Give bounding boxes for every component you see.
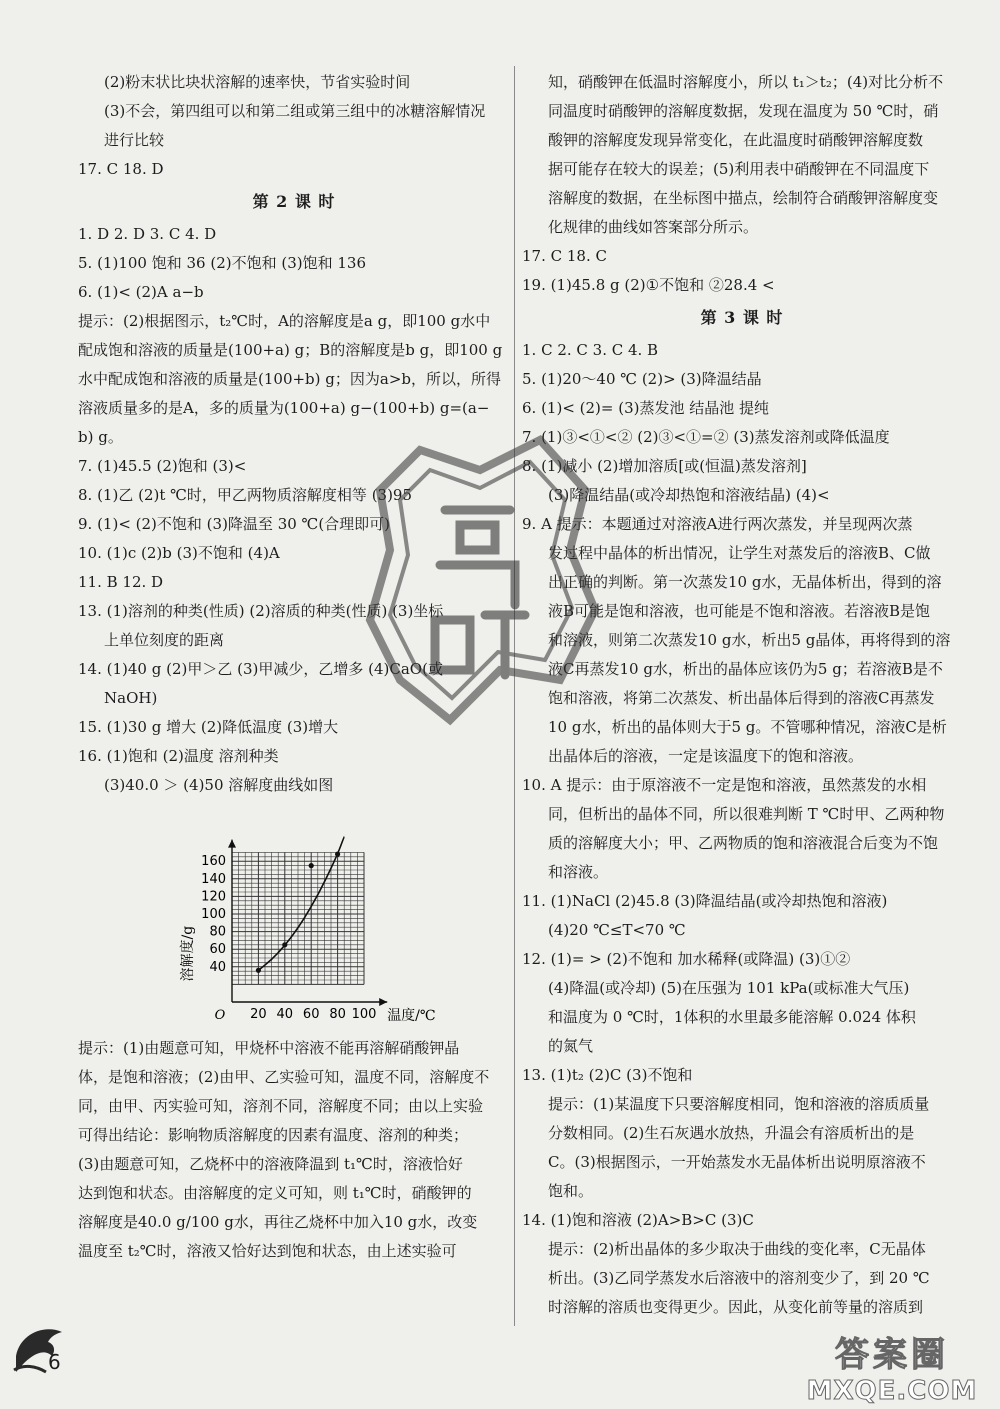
text-line: 同，由甲、丙实验可知，溶剂不同，溶解度不同；由以上实验 <box>78 1097 484 1115</box>
y-tick-label: 100 <box>201 907 226 922</box>
text-line: 9. A 提示：本题通过对溶液A进行两次蒸发，并呈现两次蒸 <box>522 515 913 533</box>
text-line: 提示：(1)由题意可知，甲烧杯中溶液不能再溶解硝酸钾晶 <box>78 1039 460 1057</box>
text-line: 17. C 18. C <box>522 247 607 265</box>
section-heading: 第 3 课 时 <box>700 308 784 327</box>
x-axis-label: 温度/℃ <box>387 1008 436 1024</box>
text-line: 进行比较 <box>104 131 165 149</box>
data-point <box>282 942 287 947</box>
text-line: (3)由题意可知，乙烧杯中的溶液降温到 t₁℃时，溶液恰好 <box>78 1155 463 1173</box>
text-line: 11. B 12. D <box>78 573 164 591</box>
text-line: 提示：(1)某温度下只要溶解度相同，饱和溶液的溶质质量 <box>548 1095 930 1113</box>
text-line: 和溶液。 <box>548 863 609 881</box>
text-line: 16. (1)饱和 (2)温度 溶剂种类 <box>78 747 279 765</box>
text-line: 和温度为 0 ℃时，1体积的水里最多能溶解 0.024 体积 <box>548 1008 916 1026</box>
text-line: 6. (1)< (2)= (3)蒸发池 结晶池 提纯 <box>522 399 770 417</box>
text-line: 发过程中晶体的析出情况，让学生对蒸发后的溶液B、C做 <box>548 544 931 562</box>
text-line: 和溶液，则第二次蒸发10 g水，析出5 g晶体，再将得到的溶 <box>548 631 951 649</box>
text-line: 的氮气 <box>548 1037 594 1055</box>
text-line: 10 g水，析出的晶体则大于5 g。不管哪种情况，溶液C是析 <box>548 718 947 736</box>
right-lines <box>522 68 962 1322</box>
solubility-chart <box>82 802 436 1032</box>
text-line: 可得出结论：影响物质溶解度的因素有温度、溶剂的种类； <box>78 1126 469 1144</box>
text-line: 提示：(2)析出晶体的多少取决于曲线的变化率，C无晶体 <box>548 1240 926 1258</box>
watermark-bottom-text: MXQE.COM <box>806 1376 978 1406</box>
left-hint-lines <box>78 1034 510 1266</box>
text-line: 饱和溶液，将第二次蒸发、析出晶体后得到的溶液C再蒸发 <box>548 689 935 707</box>
text-line: 11. (1)NaCl (2)45.8 (3)降温结晶(或冷却热饱和溶液) <box>522 892 888 910</box>
y-tick-label: 160 <box>201 854 226 870</box>
data-point <box>309 863 314 868</box>
text-line: 达到饱和状态。由溶解度的定义可知，则 t₁℃时，硝酸钾的 <box>78 1184 472 1202</box>
text-line: 时溶解的溶质也变得更少。因此，从变化前等量的溶质到 <box>548 1298 924 1316</box>
x-tick-label: 60 <box>302 1007 320 1022</box>
text-line: 8. (1)减小 (2)增加溶质[或(恒温)蒸发溶剂] <box>522 457 807 475</box>
data-point <box>256 968 261 973</box>
text-line: 17. C 18. D <box>78 160 164 178</box>
text-line: 出晶体后的溶液，一定是该温度下的饱和溶液。 <box>548 747 864 765</box>
text-line: 知，硝酸钾在低温时溶解度小，所以 t₁＞t₂；(4)对比分析不 <box>548 73 944 91</box>
y-tick-label: 140 <box>201 871 226 887</box>
y-tick-label: 40 <box>209 959 226 975</box>
text-line: 14. (1)饱和溶液 (2)A>B>C (3)C <box>522 1211 754 1229</box>
text-line: 温度至 t₂℃时，溶液又恰好达到饱和状态，由上述实验可 <box>78 1242 457 1260</box>
text-line: 析出。(3)乙同学蒸发水后溶液中的溶剂变少了，到 20 ℃ <box>548 1269 930 1287</box>
text-line: 7. (1)③<①<② (2)③<①=② (3)蒸发溶剂或降低温度 <box>522 428 890 446</box>
x-tick-label: 20 <box>250 1007 267 1022</box>
text-line: (4)降温(或冷却) (5)在压强为 101 kPa(或标准大气压) <box>548 979 910 997</box>
text-line: 1. D 2. D 3. C 4. D <box>78 225 217 243</box>
text-line: 5. (1)20～40 ℃ (2)> (3)降温结晶 <box>522 370 762 388</box>
text-line: 7. (1)45.5 (2)饱和 (3)< <box>78 457 247 475</box>
right-column <box>522 68 962 1322</box>
origin-label: O <box>214 1008 226 1023</box>
text-line: 10. (1)c (2)b (3)不饱和 (4)A <box>78 544 280 562</box>
x-tick-label: 40 <box>276 1007 294 1022</box>
text-line: (3)不会，第四组可以和第二组或第三组中的冰糖溶解情况 <box>104 102 486 120</box>
text-line: 液B可能是饱和溶液，也可能是不饱和溶液。若溶液B是饱 <box>548 602 931 620</box>
text-line: 6. (1)< (2)A a−b <box>78 283 204 301</box>
text-line: 体，是饱和溶液；(2)由甲、乙实验可知，温度不同，溶解度不 <box>78 1068 490 1086</box>
text-line: 同温度时硝酸钾的溶解度数据，发现在温度为 50 ℃时，硝 <box>548 102 939 120</box>
y-tick-label: 60 <box>209 942 226 958</box>
data-point <box>335 852 340 857</box>
text-line: 12. (1)= > (2)不饱和 加水稀释(或降温) (3)①② <box>522 950 851 968</box>
left-column <box>78 68 510 1266</box>
y-axis-arrow <box>228 840 236 848</box>
column-divider <box>514 66 515 1326</box>
x-tick-label: 100 <box>351 1007 377 1022</box>
text-line: 酸钾的溶解度发现异常变化，在此温度时硝酸钾溶解度数 <box>548 131 924 149</box>
text-line: 出正确的判断。第一次蒸发10 g水，无晶体析出，得到的溶 <box>548 573 942 591</box>
left-lines <box>78 68 510 800</box>
text-line: 提示：(2)根据图示，t₂℃时，A的溶解度是a g，即100 g水中 <box>78 312 491 330</box>
text-line: 上单位刻度的距离 <box>104 631 225 649</box>
page-number: 6 <box>48 1350 61 1374</box>
watermark-top-text: 答案圈 <box>835 1335 949 1375</box>
text-line: 据可能存在较大的误差；(5)利用表中硝酸钾在不同温度下 <box>548 160 930 178</box>
text-line: C。(3)根据图示，一开始蒸发水无晶体析出说明原溶液不 <box>548 1153 926 1171</box>
text-line: 5. (1)100 饱和 36 (2)不饱和 (3)饱和 136 <box>78 254 367 272</box>
text-line: 配成饱和溶液的质量是(100+a) g；B的溶解度是b g，即100 g <box>78 341 503 359</box>
text-line: 13. (1)溶剂的种类(性质) (2)溶质的种类(性质) (3)坐标 <box>78 602 444 620</box>
text-line: 19. (1)45.8 g (2)①不饱和 ②28.4 < <box>522 276 775 294</box>
text-line: (3)降温结晶(或冷却热饱和溶液结晶) (4)< <box>548 486 830 504</box>
text-line: 水中配成饱和溶液的质量是(100+b) g；因为a>b，所以，所得 <box>78 370 501 388</box>
text-line: (2)粉末状比块状溶解的速率快，节省实验时间 <box>104 73 411 91</box>
x-axis-arrow <box>379 998 387 1006</box>
text-line: 1. C 2. C 3. C 4. B <box>522 341 659 359</box>
text-line: (3)40.0 ＞ (4)50 溶解度曲线如图 <box>104 776 334 794</box>
text-line: 液C再蒸发10 g水，析出的晶体应该仍为5 g；若溶液B是不 <box>548 660 943 678</box>
text-line: 分数相同。(2)生石灰遇水放热，升温会有溶质析出的是 <box>548 1124 915 1142</box>
text-line: b) g。 <box>78 428 123 446</box>
text-line: (4)20 ℃≤T<70 ℃ <box>548 921 686 939</box>
text-line: 9. (1)< (2)不饱和 (3)降温至 30 ℃(合理即可) <box>78 515 391 533</box>
text-line: 溶液质量多的是A，多的质量为(100+a) g−(100+b) g=(a− <box>78 399 490 417</box>
text-line: 质的溶解度大小；甲、乙两物质的饱和溶液混合后变为不饱 <box>548 834 939 852</box>
text-line: 13. (1)t₂ (2)C (3)不饱和 <box>522 1066 693 1084</box>
text-line: 10. A 提示：由于原溶液不一定是饱和溶液，虽然蒸发的水相 <box>522 776 927 794</box>
text-line: 14. (1)40 g (2)甲＞乙 (3)甲减少，乙增多 (4)CaO(或 <box>78 660 443 678</box>
text-line: 8. (1)乙 (2)t ℃时，甲乙两物质溶解度相等 (3)95 <box>78 486 413 504</box>
text-line: 同，但析出的晶体不同，所以很难判断 T ℃时甲、乙两种物 <box>548 805 945 823</box>
text-line: 饱和。 <box>548 1182 594 1200</box>
y-axis-label: 溶解度/g <box>180 925 196 982</box>
x-tick-label: 80 <box>329 1007 346 1022</box>
section-heading: 第 2 课 时 <box>252 192 336 211</box>
text-line: 化规律的曲线如答案部分所示。 <box>548 218 759 236</box>
text-line: NaOH) <box>104 689 158 707</box>
dolphin-logo-icon <box>10 1316 70 1376</box>
text-line: 溶解度是40.0 g/100 g水，再往乙烧杯中加入10 g水，改变 <box>78 1213 478 1231</box>
watermark-logo <box>792 1327 992 1405</box>
text-line: 15. (1)30 g 增大 (2)降低温度 (3)增大 <box>78 718 339 736</box>
y-tick-label: 120 <box>201 889 226 905</box>
text-line: 溶解度的数据，在坐标图中描点，绘制符合硝酸钾溶解度变 <box>548 189 939 207</box>
y-tick-label: 80 <box>209 924 226 940</box>
